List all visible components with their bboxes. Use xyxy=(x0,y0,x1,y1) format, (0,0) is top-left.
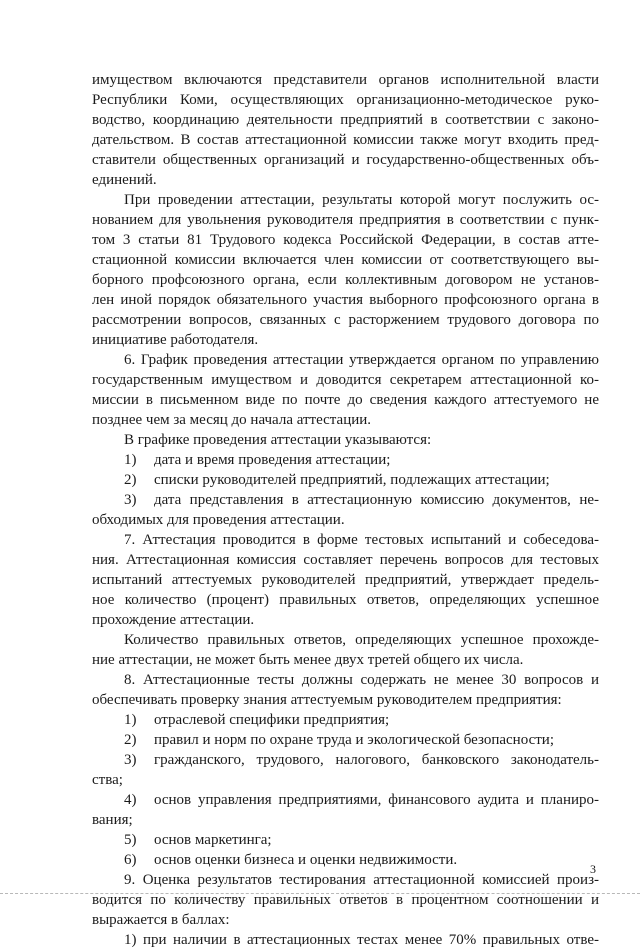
text-line: обеспечивать проверку знания аттестуемым руководителем предприятия: xyxy=(92,692,562,708)
list-item-text: основ управления предприятиями, финансового аудита и планиро- xyxy=(154,792,599,808)
list-item xyxy=(92,850,599,870)
text-line: нованием для увольнения руководителя предприятия в соответствии с пунк- xyxy=(92,212,599,228)
list-item xyxy=(92,490,599,510)
text-line: 1) при наличии в аттестационных тестах менее 70% правильных отве- xyxy=(124,932,599,948)
page-number: 3 xyxy=(590,862,596,876)
list-marker: 1) xyxy=(124,452,137,468)
list-marker: 5) xyxy=(124,832,137,848)
text-line: борного профсоюзного органа, если коллективным договором не установ- xyxy=(92,272,599,288)
text-line: водится по количеству правильных ответов в процентном соотношении и xyxy=(92,892,599,908)
text-line: вания; xyxy=(92,812,133,828)
text-line: имуществом включаются представители органов исполнительной власти xyxy=(92,72,599,88)
text-line: прохождение аттестации. xyxy=(92,612,255,628)
list-item xyxy=(92,750,599,770)
text-line: При проведении аттестации, результаты которой могут послужить ос- xyxy=(124,192,599,208)
text-line: единений. xyxy=(92,172,157,188)
text-line: ставители общественных организаций и государственно-общественных объ- xyxy=(92,152,599,168)
text-line: ние аттестации, не может быть менее двух третей общего их числа. xyxy=(92,652,524,668)
list-item-text: списки руководителей предприятий, подлежащих аттестации; xyxy=(154,472,550,488)
list-item-text: отраслевой специфики предприятия; xyxy=(154,712,390,728)
list-item-text: основ оценки бизнеса и оценки недвижимости. xyxy=(154,852,458,868)
text-line: том 3 статьи 81 Трудового кодекса Российской Федерации, в состав атте- xyxy=(92,232,599,248)
text-line: 7. Аттестация проводится в форме тестовых испытаний и собеседова- xyxy=(124,532,599,548)
scan-edge-divider xyxy=(0,893,640,894)
list-marker: 1) xyxy=(124,712,137,728)
text-line: стационной комиссии включается член комиссии от соответствующего вы- xyxy=(92,252,599,268)
text-line: рассмотрении вопросов, связанных с расторжением трудового договора по xyxy=(92,312,599,328)
text-line: ное количество (процент) правильных ответов, определяющих успешное xyxy=(92,592,599,608)
text-line: 8. Аттестационные тесты должны содержать не менее 30 вопросов и xyxy=(124,672,599,688)
text-line: ства; xyxy=(92,772,123,788)
list-item xyxy=(92,710,599,730)
list-item-text: правил и норм по охране труда и экологической безопасности; xyxy=(154,732,554,748)
list-item xyxy=(92,790,599,810)
list-item xyxy=(92,450,599,470)
text-line: инициативе работодателя. xyxy=(92,332,259,348)
text-line: государственным имуществом и доводится секретарем аттестационной ко- xyxy=(92,372,599,388)
list-marker: 6) xyxy=(124,852,137,868)
text-line: 9. Оценка результатов тестирования аттестационной комиссией произ- xyxy=(124,872,599,888)
text-line: ния. Аттестационная комиссия составляет перечень вопросов для тестовых xyxy=(92,552,599,568)
list-marker: 2) xyxy=(124,732,137,748)
list-item-text: гражданского, трудового, налогового, банковского законодатель- xyxy=(154,752,599,768)
text-line: лен иной порядок обязательного участия выборного профсоюзного органа в xyxy=(92,292,599,308)
text-line: обходимых для проведения аттестации. xyxy=(92,512,345,528)
list-item-text: основ маркетинга; xyxy=(154,832,272,848)
text-line: В графике проведения аттестации указываются: xyxy=(124,432,432,448)
list-item-text: дата представления в аттестационную комиссию документов, не- xyxy=(154,492,599,508)
text-line: миссии в письменном виде по почте до сведения каждого аттестуемого не xyxy=(92,392,599,408)
text-line: 6. График проведения аттестации утверждается органом по управлению xyxy=(124,352,599,368)
text-line: дательством. В состав аттестационной комиссии также могут входить пред- xyxy=(92,132,599,148)
list-item xyxy=(92,730,599,750)
list-item xyxy=(92,830,599,850)
text-line: Количество правильных ответов, определяющих успешное прохожде- xyxy=(124,632,599,648)
list-marker: 4) xyxy=(124,792,137,808)
list-item xyxy=(92,470,599,490)
text-line: водство, координацию деятельности предприятий в соответствии с законо- xyxy=(92,112,599,128)
list-item-text: дата и время проведения аттестации; xyxy=(154,452,391,468)
text-line: испытаний аттестуемых руководителей предприятий, утверждает предель- xyxy=(92,572,599,588)
body-text xyxy=(92,70,599,950)
list-marker: 2) xyxy=(124,472,137,488)
list-marker: 3) xyxy=(124,492,137,508)
text-line: позднее чем за месяц до начала аттестации. xyxy=(92,412,372,428)
text-line: выражается в баллах: xyxy=(92,912,230,928)
list-marker: 3) xyxy=(124,752,137,768)
text-line: Республики Коми, осуществляющих организационно-методическое руко- xyxy=(92,92,599,108)
